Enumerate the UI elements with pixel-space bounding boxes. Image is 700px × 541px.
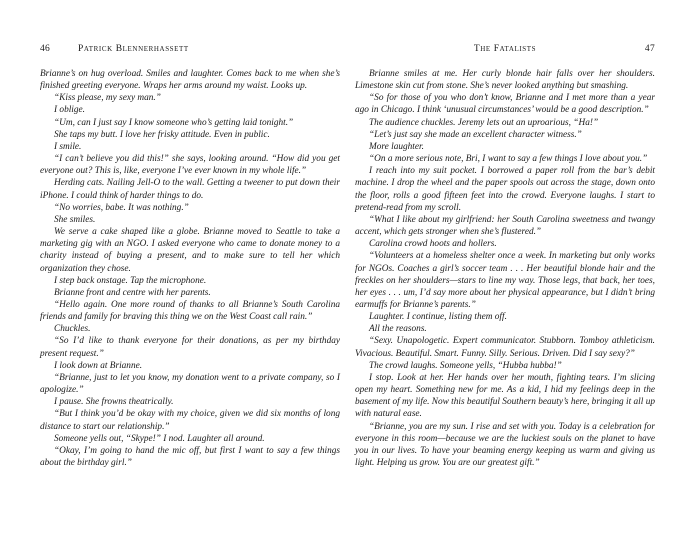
right-running-head: The Fatalists [473,44,537,54]
paragraph: “But I think you’d be okay with my choice, given we did six months of long distance to start our relationship.” [40,409,340,432]
paragraph: “On a more serious note, Bri, I want to say a few things I love about you.” [369,154,648,165]
paragraph: Brianne’s on hug overload. Smiles and laughter. Comes back to me when she’s finished greeting everyone. Wraps her arms around my waist. Looks up. [40,69,340,92]
paragraph: The crowd laughs. Someone yells, “Hubba hubba!” [369,360,562,371]
paragraph: All the reasons. [369,324,427,335]
paragraph: “Sexy. Unapologetic. Expert communicator. Stubborn. Tomboy athleticism. Vivacious. Beautiful. Smart. Funny. Silly. Serious. Driven. Did I say sexy?” [355,336,655,359]
paragraph: Laughter. I continue, listing them off. [369,312,507,323]
paragraph: I look down at Brianne. [54,360,143,371]
right-page [355,0,655,541]
paragraph: “Volunteers at a homeless shelter once a week. In marketing but only works for NGOs. Coaches a girl’s soccer team . . . Her beautiful blonde hair and the freckles on her shoulders—stars to line my way. Those legs, that back, her toes, her eyes . . . um, I’d say more about her physical appearance, but I didn’t bring earmuffs for Brianne’s parents.” [355,251,655,310]
paragraph: She smiles. [54,214,96,225]
left-page-number: 46 [40,44,51,54]
paragraph: We serve a cake shaped like a globe. Brianne moved to Seattle to take a marketing gig with an NGO. I asked everyone who came to donate money to a charity instead of buying a present, and to make sure to tell her which organization they chose. [40,227,340,274]
paragraph: Someone yells out, “Skype!” I nod. Laughter all around. [54,433,265,444]
paragraph: “Brianne, just to let you know, my donation went to a private company, so I apologize.” [40,372,340,396]
paragraph: “Okay, I’m going to hand the mic off, but first I want to say a few things about the birthday girl.” [40,445,340,468]
paragraph: “So I’d like to thank everyone for their donations, as per my birthday present request.” [40,336,340,359]
paragraph: “Kiss please, my sexy man.” [54,93,161,104]
right-page-body [355,68,655,469]
left-page-body [40,68,340,469]
paragraph: Carolina crowd hoots and hollers. [369,239,497,250]
paragraph: More laughter. [369,141,424,152]
paragraph: “Um, can I just say I know someone who’s getting laid tonight.” [54,117,294,128]
right-page-header [355,44,655,58]
paragraph: “What I like about my girlfriend: her South Carolina sweetness and twangy accent, which gets stronger when she’s flustered.” [355,214,655,238]
left-running-head: Patrick Blennerhassett [78,44,189,54]
paragraph: I oblige. [54,105,85,116]
paragraph: She taps my butt. I love her frisky attitude. Even in public. [54,129,270,140]
paragraph: Brianne smiles at me. Her curly blonde hair falls over her shoulders. Limestone skin cut from stone. She’s never looked anything but smashing. [355,69,655,92]
paragraph: “Brianne, you are my sun. I rise and set with you. Today is a celebration for everyone in this room—because we are the luckiest souls on the planet to have you in our lives. To have your beaming energy keeping us warm and giving us light. Helping us grow. You are our greatest gift.” [355,421,655,468]
paragraph: “I can’t believe you did this!” she says, looking around. “How did you get everyone out? This is, like, everyone I’ve ever known in my whole life.” [40,154,340,177]
paragraph: I step back onstage. Tap the microphone. [54,275,207,286]
paragraph: I stop. Look at her. Her hands over her mouth, fighting tears. I’m slicing open my heart. Something new for me. As a kid, I hid my feelings deep in the basement of my life. Now this beautiful Southern beauty’s here, bringing it all up with natural ease. [355,372,655,420]
left-page-header [40,44,340,58]
paragraph: I smile. [54,141,82,152]
paragraph: “So for those of you who don’t know, Brianne and I met more than a year ago in Chicago. I think ‘unusual circumstances’ would be a good description.” [355,93,655,116]
paragraph: I reach into my suit pocket. I borrowed a paper roll from the bar’s debit machine. I drop the wheel and the paper spools out across the stage, down onto the floor, rolls a good fifteen feet into the crowd. Everyone laughs. I start to pretend-read from my scroll. [355,166,655,213]
paragraph: Brianne front and centre with her parents. [54,287,211,298]
paragraph: Herding cats. Nailing Jell-O to the wall. Getting a tweener to put down their iPhone. I could think of harder things to do. [40,178,340,201]
paragraph: “Let’s just say she made an excellent character witness.” [369,129,582,140]
paragraph: “Hello again. One more round of thanks to all Brianne’s South Carolina friends and family for braving this thing we on the West Coast call rain.” [40,299,340,323]
paragraph: The audience chuckles. Jeremy lets out an uproarious, “Ha!” [369,117,599,128]
left-page [40,0,340,541]
paragraph: “No worries, babe. It was nothing.” [54,202,189,213]
paragraph: I pause. She frowns theatrically. [54,397,174,408]
paragraph: Chuckles. [54,324,91,335]
right-page-number: 47 [644,44,655,54]
